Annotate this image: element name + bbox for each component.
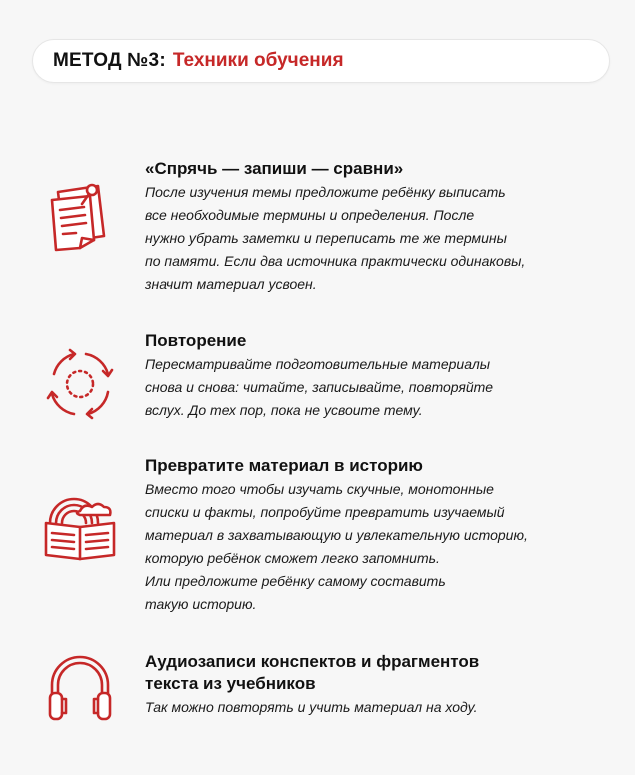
note-pin-icon [40, 178, 120, 258]
technique-title: Превратите материал в историю [145, 456, 423, 475]
method-title: Техники обучения [172, 50, 344, 71]
technique-description: Так можно повторять и учить материал на ходу. [145, 699, 478, 715]
technique-title: Повторение [145, 331, 247, 350]
technique-title: Аудиозаписи конспектов и фрагментов текста из учебников [145, 652, 480, 693]
technique-description: Пересматривайте подготовительные материалы снова и снова: читайте, записывайте, повторяйте вслух. До тех пор, пока не усвоите тему. [145, 356, 494, 418]
technique-title: «Спрячь — запиши — сравни» [145, 159, 404, 178]
method-number: МЕТОД №3: [53, 50, 166, 71]
technique-description: После изучения темы предложите ребёнку выписать все необходимые термины и определения. После нужно убрать заметки и переписать те же термины по памяти. Если два источника практически одинаковы, значит материал усвоен. [145, 184, 526, 292]
open-book-rainbow-icon [40, 483, 124, 567]
method-header [32, 39, 610, 83]
repeat-cycle-icon [40, 344, 120, 424]
headphones-icon [40, 647, 120, 727]
technique-description: Вместо того чтобы изучать скучные, монотонные списки и факты, попробуйте превратить изучаемый материал в захватывающую и увлекательную историю, которую ребёнок сможет легко запомнить. Или предложите ребёнку самому составить такую историю. [145, 481, 528, 612]
